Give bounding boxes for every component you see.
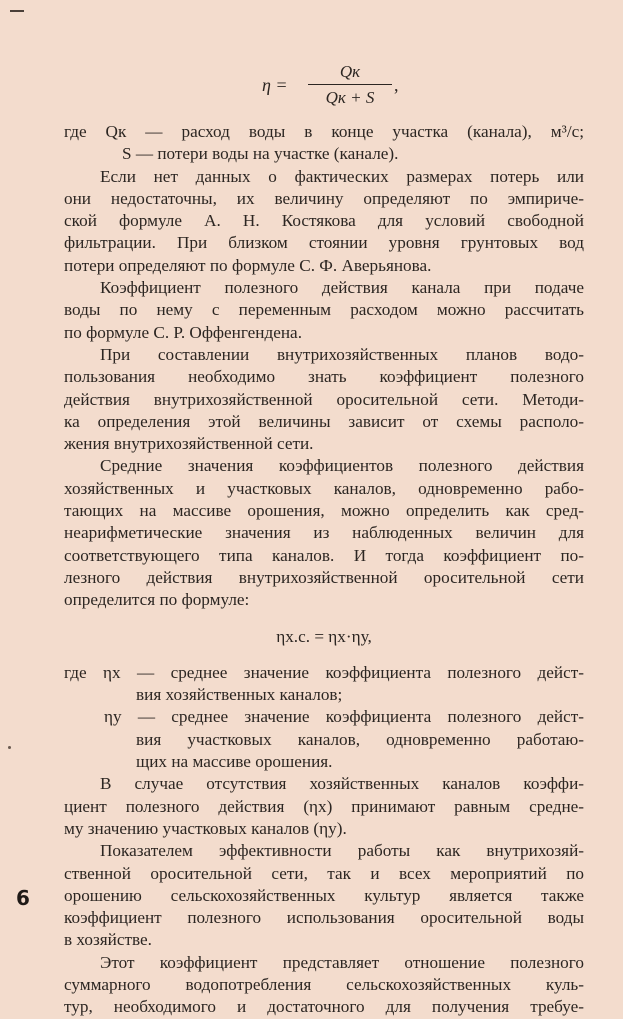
text-line: S — потери воды на участке (канале). xyxy=(122,144,399,164)
text-line: коэффициент полезного использования оросительной воды xyxy=(64,908,584,928)
text-line: пользования необходимо знать коэффициент полезного xyxy=(64,367,584,387)
text-line: неарифметические значения из наблюденных величин для xyxy=(64,523,584,543)
formula-denominator: Qк + S xyxy=(325,88,375,107)
text-line: лезного действия внутрихозяйственной оросительной сети xyxy=(64,567,584,587)
text-line: Если нет данных о фактических размерах потерь или xyxy=(100,166,584,186)
text-line: суммарного водопотребления сельскохозяйственных куль- xyxy=(64,974,584,994)
formula-lhs: η = xyxy=(262,75,288,95)
formula-line: ηх.с. = ηх·ηу, xyxy=(276,626,372,646)
text-line: тающих на массиве орошения, можно определить как сред- xyxy=(64,501,584,521)
text-line: Показателем эффективности работы как внутрихозяй- xyxy=(100,841,584,861)
page-number: 6 xyxy=(16,886,30,910)
text-line: где Qк — расход воды в конце участка (канала), м³/с; xyxy=(64,122,584,141)
formula-fraction xyxy=(308,62,392,108)
text-line: соответствующего типа каналов. И тогда коэффициент по- xyxy=(64,545,584,565)
text-line: му значению участковых каналов (ηу). xyxy=(64,818,347,838)
text-line: В случае отсутствия хозяйственных каналов коэффи- xyxy=(100,774,584,794)
text-line: ηу — среднее значение коэффициента полезного дейст- xyxy=(104,707,584,727)
text-line: в хозяйстве. xyxy=(64,930,152,950)
spacer xyxy=(64,648,584,662)
scan-speck xyxy=(8,746,11,749)
text-line: орошению сельскохозяйственных культур является также xyxy=(64,885,584,905)
scan-mark xyxy=(10,10,24,12)
text-line: Коэффициент полезного действия канала при подаче xyxy=(100,278,584,298)
text-line: они недостаточны, их величину определяют по эмпириче- xyxy=(64,188,584,208)
text-line: по формуле С. Р. Оффенгенденa. xyxy=(64,322,302,342)
text-line: ка определения этой величины зависит от схемы располо- xyxy=(64,411,584,431)
text-line: жения внутрихозяйственной сети. xyxy=(64,434,314,454)
text-line: щих на массиве орошения. xyxy=(136,752,333,772)
text-line: циент полезного действия (ηх) принимают равным средне- xyxy=(64,796,584,816)
text-line: вия участковых каналов, одновременно работаю- xyxy=(136,729,584,749)
spacer xyxy=(64,612,584,626)
formula-comma: , xyxy=(394,75,399,95)
fraction-bar xyxy=(308,84,392,85)
text-line: При составлении внутрихозяйственных планов водо- xyxy=(100,344,584,364)
body-text xyxy=(64,121,584,1019)
text-line: ственной оросительной сети, так и всех мероприятий по xyxy=(64,863,584,883)
text-line: воды по нему с переменным расходом можно рассчитать xyxy=(64,300,584,320)
text-line: тур, необходимого и достаточного для получения требуе- xyxy=(64,997,584,1017)
formula-numerator: Qк xyxy=(339,62,361,81)
text-line: определится по формуле: xyxy=(64,590,250,610)
text-line: действия внутрихозяйственной оросительной сети. Методи- xyxy=(64,389,584,409)
text-line: Средние значения коэффициентов полезного действия xyxy=(100,456,584,476)
text-line: где ηх — среднее значение коэффициента полезного дейст- xyxy=(64,662,584,682)
text-line: ской формуле А. Н. Костякова для условий свободной xyxy=(64,211,584,231)
text-line: потери определяют по формуле С. Ф. Аверьянова. xyxy=(64,255,432,275)
text-line: Этот коэффициент представляет отношение полезного xyxy=(100,952,584,972)
text-line: вия хозяйственных каналов; xyxy=(136,685,343,705)
text-line: хозяйственных и участковых каналов, одновременно рабо- xyxy=(64,478,584,498)
text-line: фильтрации. При близком стоянии уровня грунтовых вод xyxy=(64,233,584,253)
